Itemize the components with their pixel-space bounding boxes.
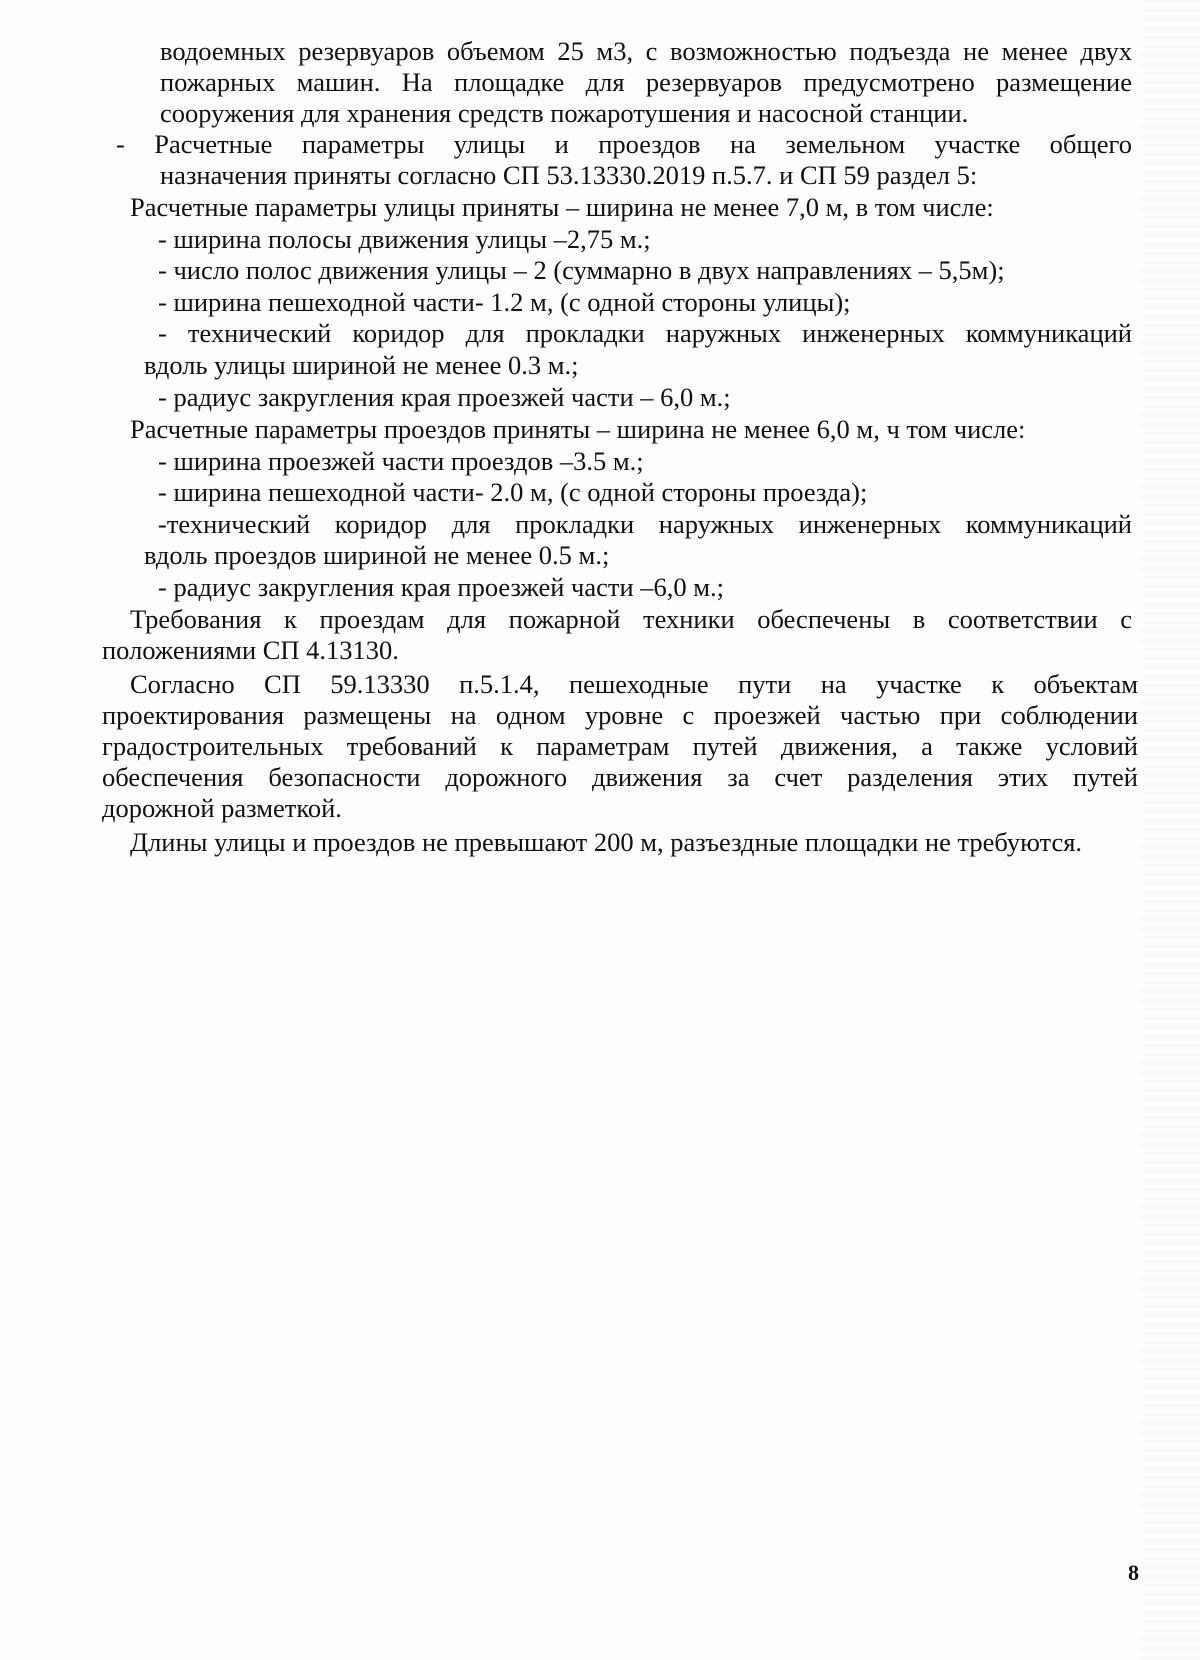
text-line: Требования к проездам для пожарной техники обеспечены в соответствии с <box>130 604 1132 634</box>
text-line: проектирования размещены на одном уровне с проезжей частью при соблюдении <box>102 700 1138 730</box>
text-line: - число полос движения улицы – 2 (суммарно в двух направлениях – 5,5м); <box>158 255 1005 285</box>
text-line: дорожной разметкой. <box>102 793 342 823</box>
text-line: - Расчетные параметры улицы и проездов на земельном участке общего <box>116 129 1132 159</box>
text-line: - ширина пешеходной части- 1.2 м, (с одной стороны улицы); <box>158 287 851 317</box>
text-line: вдоль улицы шириной не менее 0.3 м.; <box>144 350 579 380</box>
text-line: обеспечения безопасности дорожного движения за счет разделения этих путей <box>102 762 1138 792</box>
text-line: - технический коридор для прокладки наружных инженерных коммуникаций <box>158 318 1132 348</box>
text-line: Расчетные параметры улицы приняты – ширина не менее 7,0 м, в том числе: <box>130 192 994 222</box>
page-number: 8 <box>1128 1560 1139 1585</box>
text-line: - радиус закругления края проезжей части – 6,0 м.; <box>158 382 731 412</box>
text-line: положениями СП 4.13130. <box>102 635 399 665</box>
text-line: Длины улицы и проездов не превышают 200 м, разъездные площадки не требуются. <box>130 827 1083 857</box>
scan-noise <box>1140 0 1200 1660</box>
text-line: - ширина проезжей части проездов –3.5 м.; <box>158 446 644 476</box>
text-line: пожарных машин. На площадке для резервуаров предусмотрено размещение <box>160 67 1132 97</box>
text-line: водоемных резервуаров объемом 25 м3, с возможностью подъезда не менее двух <box>160 36 1132 66</box>
text-line: - ширина пешеходной части- 2.0 м, (с одной стороны проезда); <box>158 477 868 507</box>
text-line: Согласно СП 59.13330 п.5.1.4, пешеходные пути на участке к объектам <box>130 669 1138 699</box>
text-line: - радиус закругления края проезжей части –6,0 м.; <box>158 572 725 602</box>
text-line: Расчетные параметры проездов приняты – ширина не менее 6,0 м, ч том числе: <box>130 414 1026 444</box>
text-line: назначения приняты согласно СП 53.13330.2019 п.5.7. и СП 59 раздел 5: <box>160 160 978 190</box>
text-line: -технический коридор для прокладки наружных инженерных коммуникаций <box>158 509 1132 539</box>
text-line: градостроительных требований к параметрам путей движения, а также условий <box>102 731 1138 761</box>
text-line: сооружения для хранения средств пожаротушения и насосной станции. <box>160 98 969 128</box>
text-line: - ширина полосы движения улицы –2,75 м.; <box>158 224 651 254</box>
text-line: вдоль проездов шириной не менее 0.5 м.; <box>144 540 610 570</box>
